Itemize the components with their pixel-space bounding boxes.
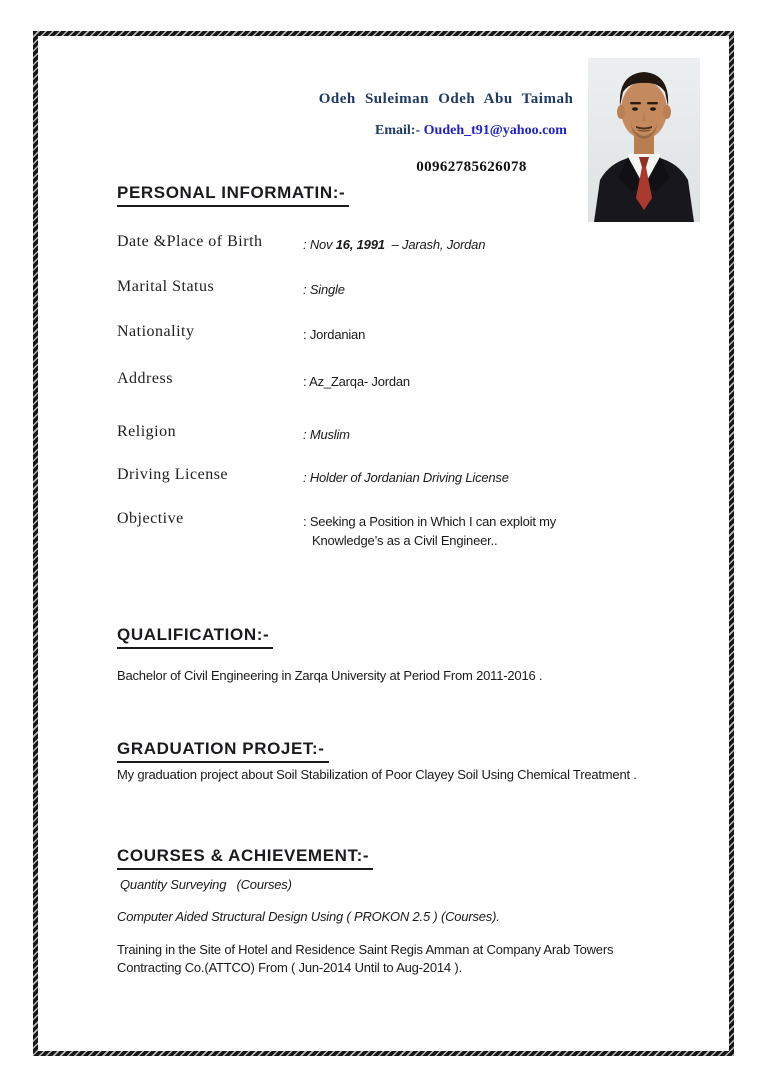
birth-value-date: 16, 1991 bbox=[335, 237, 385, 252]
objective-line2: Knowledge’s as a Civil Engineer.. bbox=[312, 533, 498, 548]
row-label-address: Address bbox=[117, 370, 173, 387]
row-label-objective: Objective bbox=[117, 510, 184, 527]
course-item-1: Quantity Surveying (Courses) bbox=[120, 877, 292, 892]
birth-value-place: – Jarash, Jordan bbox=[384, 237, 486, 252]
profile-photo-image bbox=[588, 58, 700, 222]
row-value-address: : Az_Zarqa- Jordan bbox=[303, 374, 410, 389]
row-label-marital: Marital Status bbox=[117, 278, 215, 295]
graduation-body: My graduation project about Soil Stabilization of Poor Clayey Soil Using Chemical Treatment . bbox=[117, 767, 637, 782]
email-line bbox=[352, 123, 590, 139]
row-label-birth: Date &Place of Birth bbox=[117, 233, 263, 250]
row-label-driving-license: Driving License bbox=[117, 466, 229, 483]
personal-section-heading: PERSONAL INFORMATIN:- bbox=[117, 183, 349, 207]
candidate-name: Odeh Suleiman Odeh Abu Taimah bbox=[318, 91, 574, 107]
row-value-nationality: : Jordanian bbox=[303, 327, 366, 342]
email-label: Email:- bbox=[375, 123, 424, 138]
qualification-body: Bachelor of Civil Engineering in Zarqa University at Period From 2011-2016 . bbox=[117, 668, 543, 683]
email-link[interactable]: Oudeh_t91@yahoo.com bbox=[423, 123, 567, 138]
row-value-religion: : Muslim bbox=[303, 427, 350, 442]
qualification-section-heading: QUALIFICATION:- bbox=[117, 625, 273, 649]
row-value-birth bbox=[303, 237, 485, 252]
row-value-driving-license: : Holder of Jordanian Driving License bbox=[303, 470, 509, 485]
birth-value-pre: : Nov bbox=[303, 237, 336, 252]
row-label-religion: Religion bbox=[117, 423, 177, 440]
courses-section-heading: COURSES & ACHIEVEMENT:- bbox=[117, 846, 373, 870]
training-line2: Contracting Co.(ATTCO) From ( Jun-2014 Until to Aug-2014 ). bbox=[117, 960, 462, 975]
objective-line1: : Seeking a Position in Which I can exploit my bbox=[303, 514, 557, 529]
phone-number: 00962785626078 bbox=[416, 159, 527, 175]
course-item-2: Computer Aided Structural Design Using ( PROKON 2.5 ) (Courses). bbox=[117, 909, 500, 924]
row-value-marital: : Single bbox=[303, 282, 345, 297]
row-value-objective bbox=[303, 514, 556, 548]
training-line1: Training in the Site of Hotel and Residence Saint Regis Amman at Company Arab Towers bbox=[117, 942, 614, 957]
row-label-nationality: Nationality bbox=[117, 323, 195, 340]
graduation-section-heading: GRADUATION PROJET:- bbox=[117, 739, 329, 763]
profile-photo bbox=[588, 58, 700, 222]
training-paragraph bbox=[117, 942, 613, 975]
